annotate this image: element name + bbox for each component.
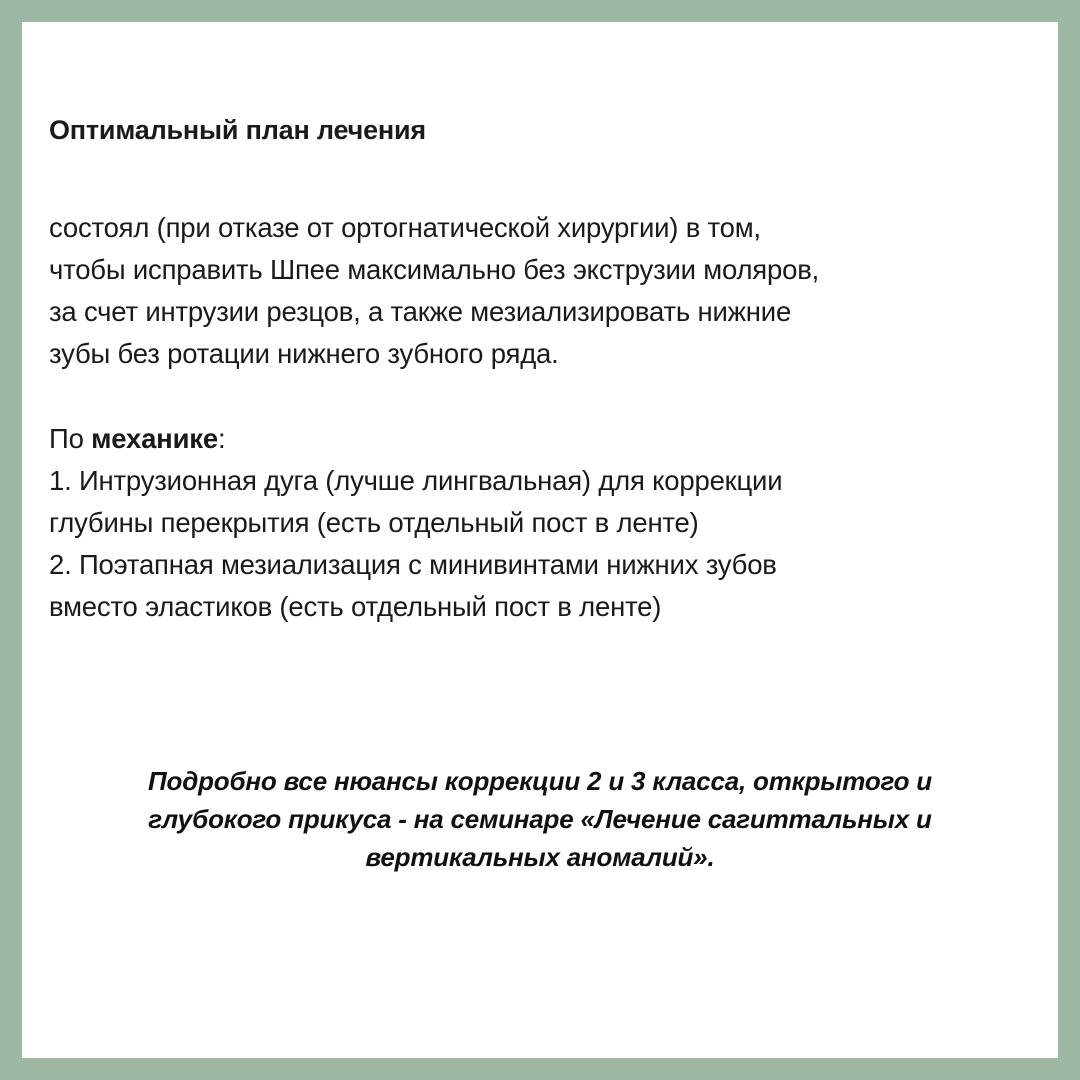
mechanics-item-line: 1. Интрузионная дуга (лучше лингвальная) для коррекции — [49, 465, 783, 496]
seminar-callout — [22, 762, 1058, 876]
mechanics-section — [49, 418, 1039, 628]
mechanics-prefix: По — [49, 423, 92, 454]
callout-line: вертикальных аномалий». — [365, 842, 715, 872]
treatment-paragraph — [49, 207, 1039, 375]
paragraph-line: зубы без ротации нижнего зубного ряда. — [49, 338, 559, 369]
mechanics-item-line: 2. Поэтапная мезиализация с минивинтами нижних зубов — [49, 549, 777, 580]
mechanics-title — [49, 418, 1039, 460]
callout-line: глубокого прикуса - на семинаре «Лечение сагиттальных и — [148, 804, 932, 834]
mechanics-suffix: : — [217, 423, 226, 454]
paragraph-line: состоял (при отказе от ортогнатической хирургии) в том, — [49, 212, 761, 243]
mechanics-bold-word: механике — [91, 423, 218, 454]
mechanics-item-line: вместо эластиков (есть отдельный пост в ленте) — [49, 591, 662, 622]
mechanics-item-line: глубины перекрытия (есть отдельный пост в ленте) — [49, 507, 699, 538]
paragraph-line: за счет интрузии резцов, а также мезиализировать нижние — [49, 296, 792, 327]
callout-line: Подробно все нюансы коррекции 2 и 3 класса, открытого и — [148, 766, 932, 796]
paragraph-line: чтобы исправить Шпее максимально без экструзии моляров, — [49, 254, 820, 285]
post-heading: Оптимальный план лечения — [49, 115, 426, 145]
post-content — [49, 110, 1039, 628]
post-card — [22, 22, 1058, 1058]
